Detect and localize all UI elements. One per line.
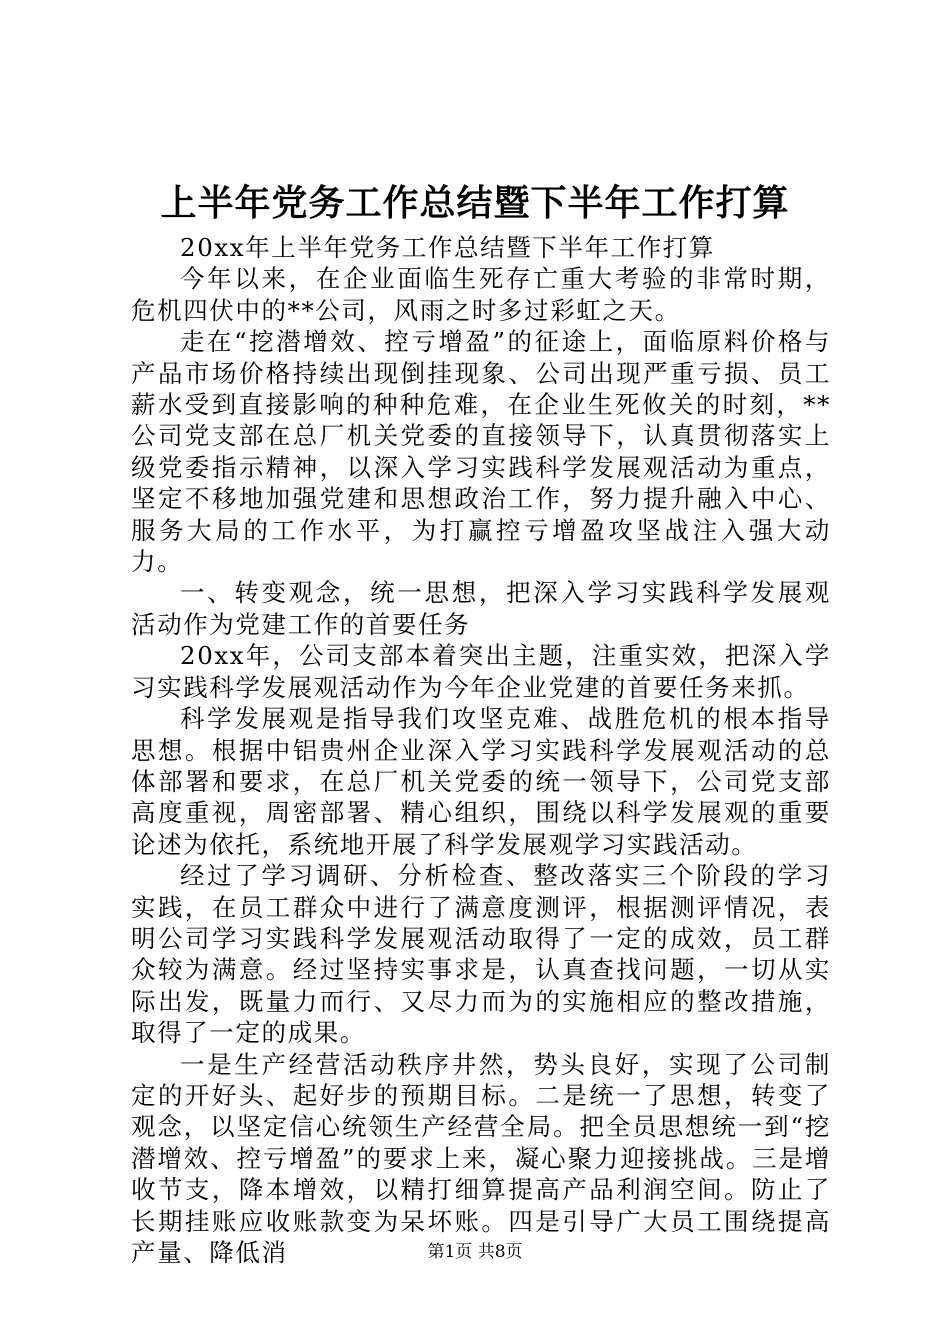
document-title: 上半年党务工作总结暨下半年工作打算 (160, 183, 790, 224)
paragraph: 20xx年上半年党务工作总结暨下半年工作打算 (180, 233, 716, 262)
page-number: 第1页 共8页 (427, 1242, 523, 1262)
paragraph: 一是生产经营活动秩序井然，势头良好，实现了公司制定的开好头、起好步的预期目标。二是统一了思想，转变了观念，以坚定信心统领生产经营全局。把全员思想统一到“挖潜增效、控亏增盈”的要求上来，凝心聚力迎接挑战。三是增收节支，降本增效，以精打细算提高产品利润空间。防止了长期挂账应收账款变为呆坏账。四是引导广大员工围绕提高产量、降低消 (131, 1049, 831, 1267)
document-body (131, 232, 831, 1268)
section-heading: 一、转变观念，统一思想，把深入学习实践科学发展观活动作为党建工作的首要任务 (131, 578, 831, 639)
paragraph: 今年以来，在企业面临生死存亡重大考验的非常时期，危机四伏中的**公司，风雨之时多过彩虹之天。 (131, 264, 831, 325)
paragraph: 走在“挖潜增效、控亏增盈”的征途上，面临原料价格与产品市场价格持续出现倒挂现象、公司出现严重亏损、员工薪水受到直接影响的种种危难，在企业生死攸关的时刻，**公司党支部在总厂机关党委的直接领导下，认真贯彻落实上级党委指示精神，以深入学习实践科学发展观活动为重点，坚定不移地加强党建和思想政治工作，努力提升融入中心、服务大局的工作水平，为打赢控亏增盈攻坚战注入强大动力。 (131, 327, 831, 577)
paragraph: 20xx年，公司支部本着突出主题，注重实效，把深入学习实践科学发展观活动作为今年企业党建的首要任务来抓。 (131, 641, 831, 702)
paragraph: 经过了学习调研、分析检查、整改落实三个阶段的学习实践，在员工群众中进行了满意度测评，根据测评情况，表明公司学习实践科学发展观活动取得了一定的成效，员工群众较为满意。经过坚持实事求是，认真查找问题，一切从实际出发，既量力而行、又尽力而为的实施相应的整改措施，取得了一定的成果。 (131, 861, 831, 1048)
paragraph: 科学发展观是指导我们攻坚克难、战胜危机的根本指导思想。根据中铝贵州企业深入学习实践科学发展观活动的总体部署和要求，在总厂机关党委的统一领导下，公司党支部高度重视，周密部署、精心组织，围绕以科学发展观的重要论述为依托，系统地开展了科学发展观学习实践活动。 (131, 704, 831, 859)
